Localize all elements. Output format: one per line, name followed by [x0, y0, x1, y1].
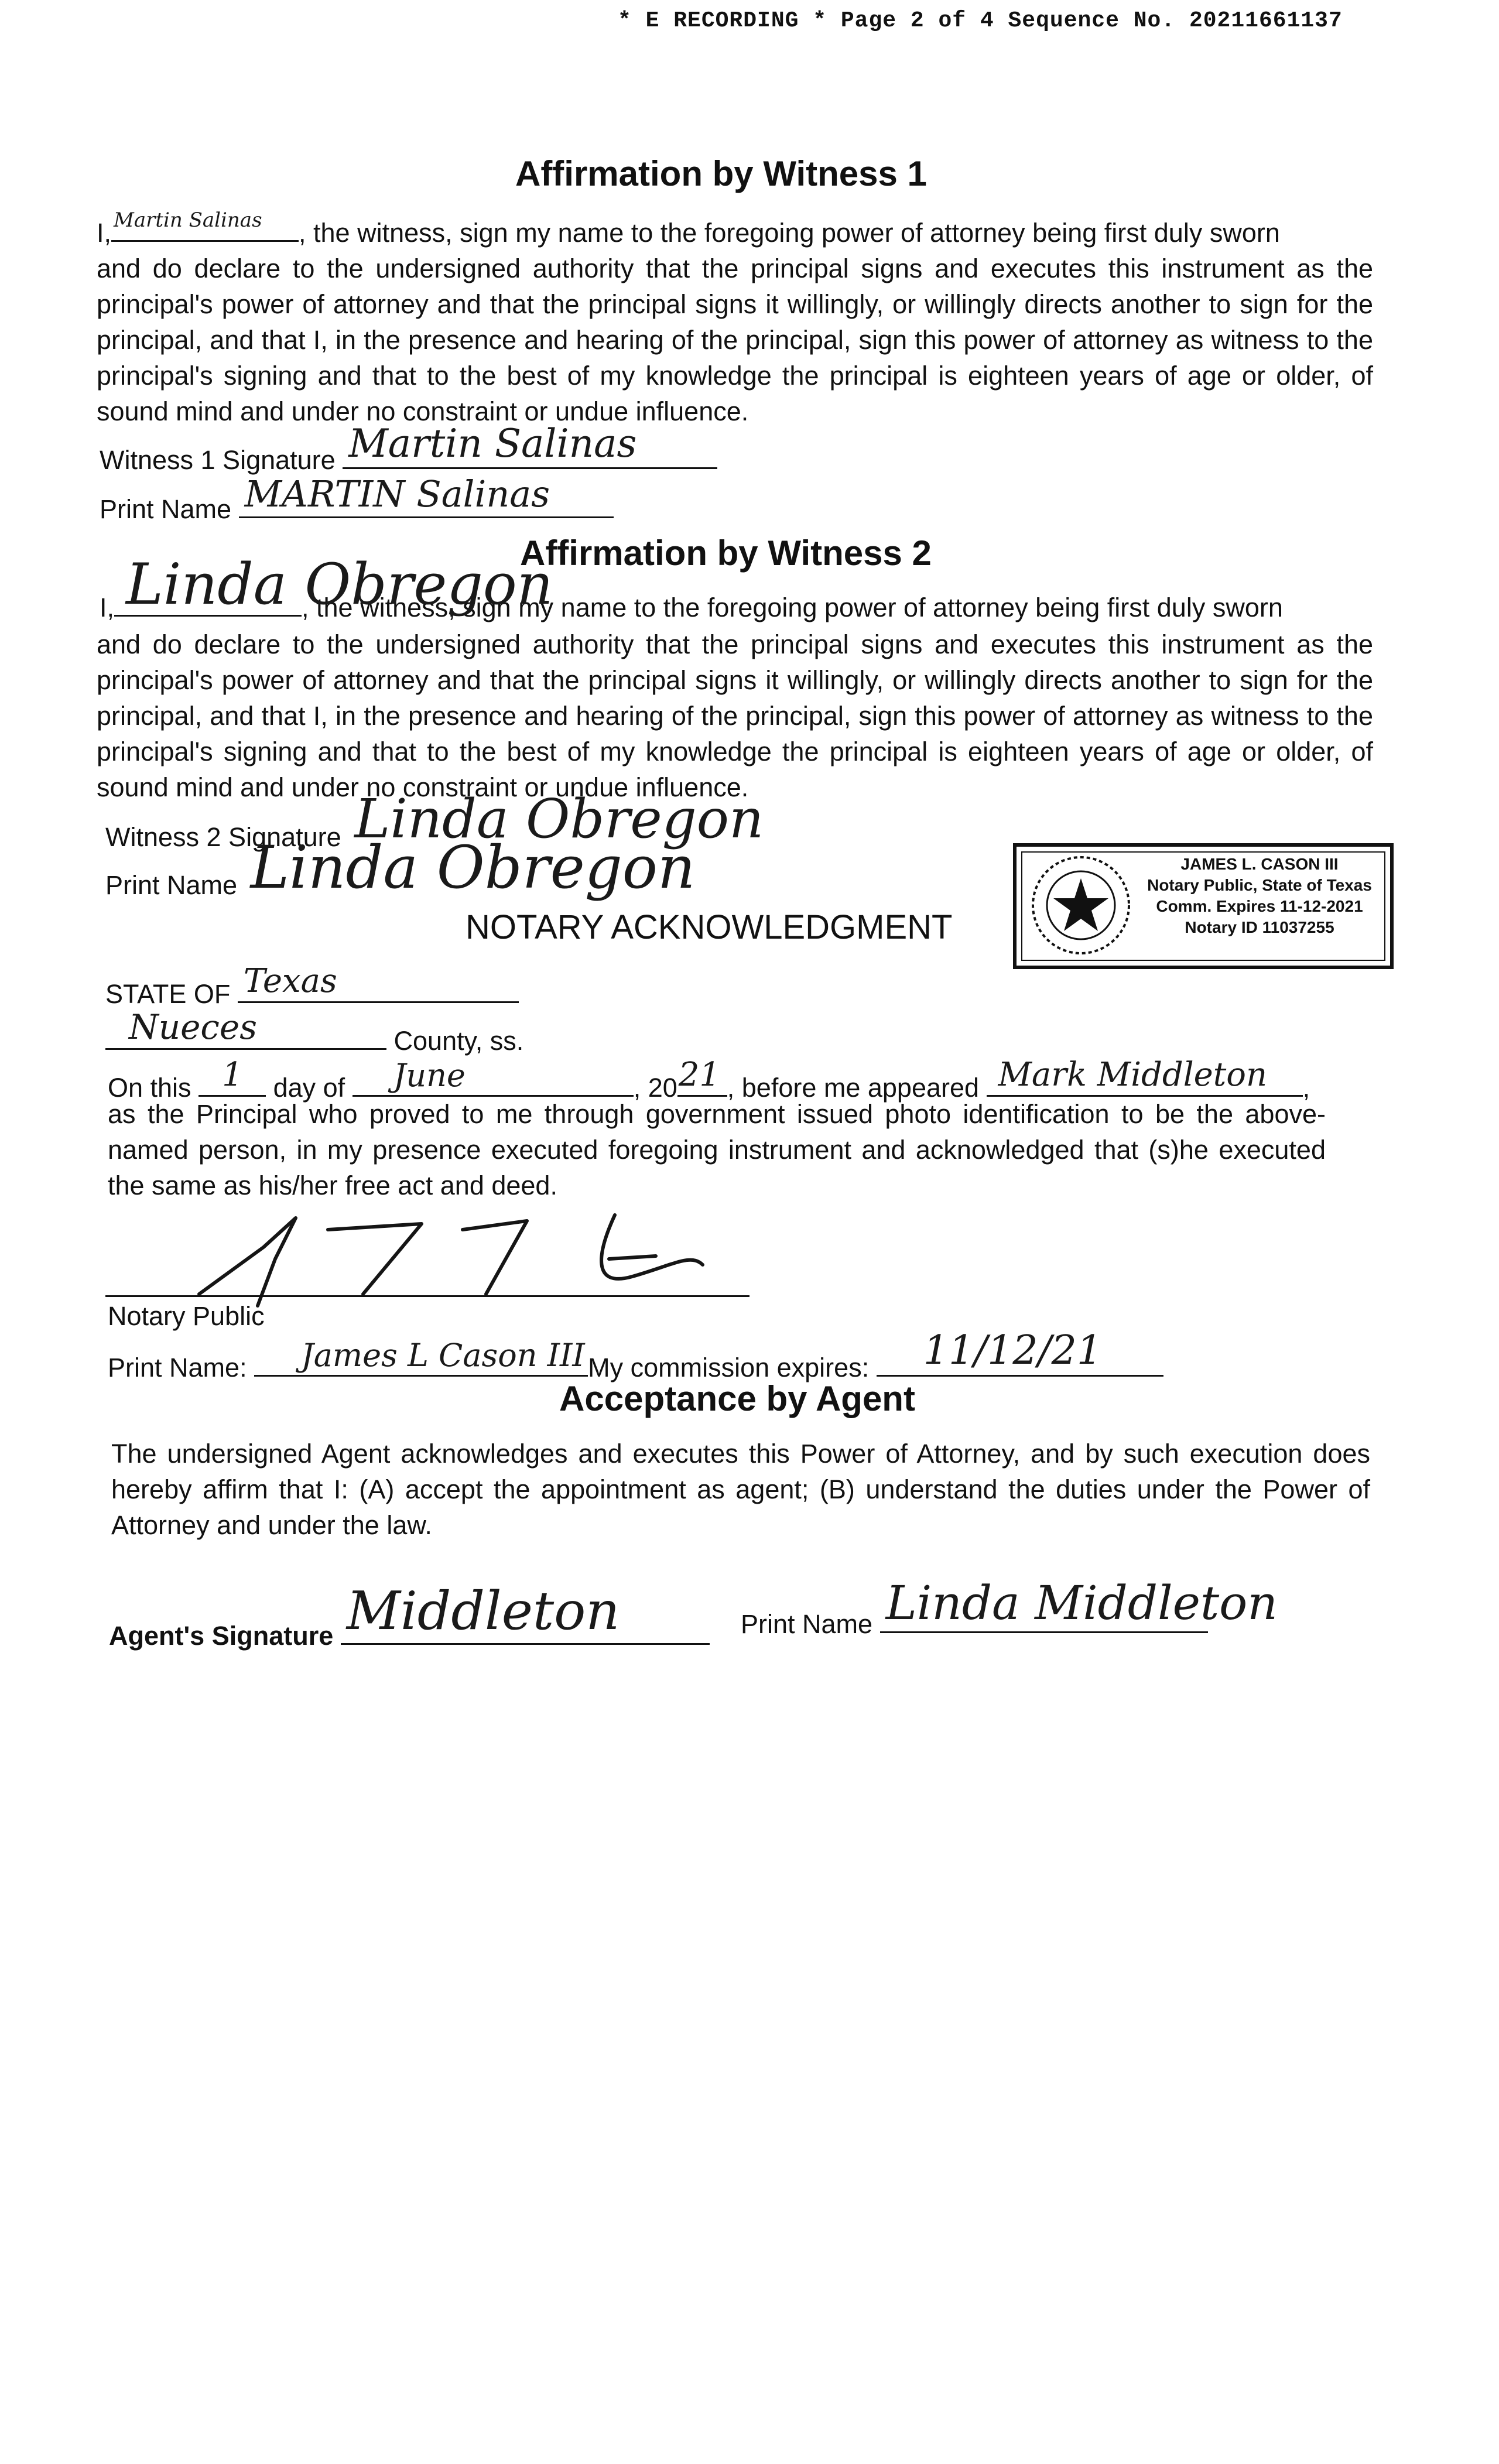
agent-body: The undersigned Agent acknowledges and executes this Power of Attorney, and by such execution does hereby affirm that I: (A) accept the appointment as agent; (B) understand the duties under the Power of Attorney and under the law. [111, 1439, 1370, 1540]
notary-county-row [105, 1007, 524, 1056]
agent-print-label: Print Name [741, 1609, 873, 1639]
notary-state-line [238, 962, 519, 1003]
notary-seal [1013, 843, 1394, 969]
seal-notary-name: JAMES L. CASON III [1180, 855, 1339, 873]
witness1-signature-line [343, 421, 717, 469]
witness1-body: and do declare to the undersigned authority that the principal signs and executes this instrument as the principal's power of attorney and that the principal signs it willingly, or willingly directs another to sign for the principal, and that I, in the presence and hearing of the principal, sign this power of attorney as witness to the principal's signing and that to the best of my knowledge the principal is eighteen years of age or older, of sound mind and under no constraint or undue influence. [97, 254, 1373, 426]
witness2-intro-prefix: I, [100, 593, 115, 622]
notary-appeared-line [987, 1056, 1303, 1097]
witness1-print-label: Print Name [100, 494, 232, 524]
witness2-body: and do declare to the undersigned authority that the principal signs and executes this instrument as the principal's power of attorney and that the principal signs it willingly, or willingly directs another to sign for the principal, and that I, in the presence and hearing of the principal, sign this power of attorney as witness to the principal's signing and that to the best of my knowledge the principal is eighteen years of age or older, of sound mind and under no constraint or undue influence. [97, 629, 1373, 802]
witness1-intro-line [97, 208, 1280, 248]
notary-body: as the Principal who proved to me through government issued photo identification to be the above-named person, in my presence executed foregoing instrument and acknowledged that (s)he executed the same as his/her free act and deed. [108, 1099, 1326, 1200]
witness2-signature: Linda Obregon [354, 788, 764, 850]
witness1-print-name: MARTIN Salinas [244, 473, 550, 515]
notary-year-value: 21 [678, 1056, 721, 1094]
notary-county-line [105, 1007, 386, 1050]
agent-print-value: Linda Middleton [885, 1576, 1278, 1630]
notary-year-line [677, 1056, 727, 1097]
notary-trailing-comma: , [1302, 1073, 1310, 1103]
notary-day-line [199, 1056, 266, 1097]
notary-print-row [108, 1327, 1163, 1383]
notary-before-me: , before me appeared [727, 1073, 980, 1103]
agent-title: Acceptance by Agent [559, 1379, 915, 1418]
agent-print-line [880, 1576, 1278, 1633]
witness1-handwritten-name: Martin Salinas [114, 208, 262, 232]
agent-signature-row [109, 1580, 710, 1651]
witness1-intro-prefix: I, [97, 218, 112, 248]
notary-day-of: day of [273, 1073, 345, 1103]
seal-state-line: Notary Public, State of Texas [1147, 876, 1372, 894]
notary-state-label: STATE OF [105, 979, 231, 1009]
witness2-intro-text: , the witness, sign my name to the foregoing power of attorney being first duly sworn [302, 593, 1283, 622]
witness1-signature-label: Witness 1 Signature [100, 445, 336, 475]
witness1-print-row [100, 473, 614, 525]
notary-title: NOTARY ACKNOWLEDGMENT [466, 908, 953, 946]
notary-public-label: Notary Public [108, 1301, 265, 1331]
witness2-print-line [245, 833, 772, 902]
notary-day-value: 1 [222, 1056, 243, 1094]
notary-expires-value: 11/12/21 [923, 1327, 1103, 1374]
witness1-title: Affirmation by Witness 1 [515, 154, 927, 193]
witness1-name-blank [111, 208, 299, 242]
notary-signature-line [105, 1295, 750, 1297]
agent-signature-label: Agent's Signature [109, 1621, 334, 1651]
witness1-intro-text: , the witness, sign my name to the foregoing power of attorney being first duly sworn [299, 218, 1280, 248]
notary-on-this: On this [108, 1073, 191, 1103]
agent-print-row [741, 1576, 1278, 1640]
recording-header: * E RECORDING * Page 2 of 4 Sequence No. 20211661137 [618, 8, 1343, 33]
seal-expiration-line: Comm. Expires 11-12-2021 [1156, 897, 1363, 915]
witness1-print-line [239, 473, 614, 518]
witness1-signature: Martin Salinas [348, 421, 637, 466]
witness2-title: Affirmation by Witness 2 [520, 533, 932, 573]
witness2-print-name: Linda Obregon [250, 833, 696, 902]
agent-signature: Middleton [346, 1580, 620, 1642]
witness2-handwritten-name: Linda Obregon [126, 552, 553, 617]
agent-signature-line [341, 1580, 710, 1645]
witness2-print-label: Print Name [105, 870, 238, 900]
seal-text [1134, 854, 1385, 938]
notary-county-value: Nueces [129, 1007, 258, 1047]
notary-state-row [105, 962, 519, 1009]
witness1-signature-row [100, 421, 717, 475]
notary-year-prefix: , 20 [633, 1073, 677, 1103]
notary-state-value: Texas [243, 962, 337, 1000]
notary-month-line [352, 1057, 634, 1097]
witness2-signature-label: Witness 2 Signature [105, 822, 341, 852]
notary-print-label: Print Name: [108, 1353, 247, 1382]
notary-print-value: James L Cason III [301, 1337, 585, 1374]
notary-star-icon [1028, 853, 1134, 958]
witness2-name-blank [114, 552, 553, 617]
notary-month-value: June [393, 1057, 466, 1094]
notary-county-label: County, ss. [393, 1026, 524, 1056]
notary-expires-line [877, 1327, 1163, 1377]
seal-id-line: Notary ID 11037255 [1185, 918, 1334, 936]
notary-print-line [254, 1337, 588, 1377]
notary-appeared-value: Mark Middleton [998, 1056, 1268, 1094]
notary-expires-label: My commission expires: [588, 1353, 870, 1382]
